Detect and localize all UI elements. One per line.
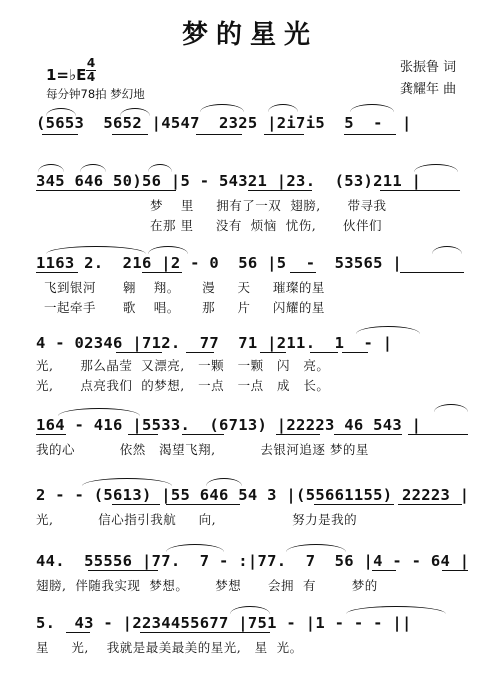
lyric-line-2: 在那 里 没有 烦恼 忧伤, 伙伴们: [150, 218, 383, 233]
time-signature-denominator: 4: [86, 70, 96, 84]
beam-underline: [36, 272, 78, 273]
beam-underline: [442, 570, 468, 571]
key-signature: 1=♭E: [46, 66, 87, 84]
slur: [356, 326, 420, 334]
beam-underline: [398, 504, 462, 505]
slur: [286, 544, 346, 552]
lyric-line-1: 我的心 依然 渴望飞翔, 去银河追逐 梦的星: [36, 442, 369, 457]
beam-underline: [314, 504, 394, 505]
notation-line: 4 - 02346 |712. 77 71 |211. 1 - |: [36, 334, 393, 352]
notation-line: 2 - - (5613) |55 646 54 3 |(55661155) 22223 |: [36, 486, 470, 504]
notation-line: 44. 55556 |77. 7 - :|77. 7 56 |4 - - 64 |: [36, 552, 470, 570]
song-title: 梦的星光: [181, 20, 318, 50]
lyric-line-1: 飞到银河 翱 翔。 漫 天 璀璨的星: [44, 280, 325, 295]
slur: [206, 478, 242, 486]
lyricist-credit: 张振鲁 词: [400, 60, 457, 75]
beam-underline: [142, 272, 182, 273]
beam-underline: [182, 434, 224, 435]
slur: [80, 164, 106, 172]
beam-underline: [290, 272, 316, 273]
notation-line: (5653 5652 |4547 2325 |2i7i5 5 - |: [36, 114, 412, 132]
tempo-marking: 每分钟78拍 梦幻地: [46, 87, 145, 101]
slur: [350, 104, 394, 112]
slur: [46, 246, 146, 254]
beam-underline: [66, 632, 90, 633]
beam-underline: [166, 504, 240, 505]
beam-underline: [380, 190, 460, 191]
beam-underline: [400, 272, 464, 273]
beam-underline: [42, 134, 78, 135]
beam-underline: [112, 134, 148, 135]
notation-line: 164 - 416 |5533. (6713) |22223 46 543 |: [36, 416, 422, 434]
slur: [166, 544, 224, 552]
beam-underline: [112, 504, 160, 505]
beam-underline: [128, 434, 158, 435]
beam-underline: [140, 632, 270, 633]
slur: [58, 408, 140, 416]
beam-underline: [116, 352, 162, 353]
beam-underline: [88, 570, 158, 571]
slur: [230, 606, 270, 614]
beam-underline: [408, 434, 468, 435]
lyric-line-1: 翅膀, 伴随我实现 梦想。 梦想 会拥 有 梦的: [36, 578, 378, 593]
beam-underline: [248, 190, 312, 191]
slur: [200, 104, 244, 112]
slur: [432, 246, 462, 254]
beam-underline: [36, 434, 66, 435]
beam-underline: [342, 352, 368, 353]
beam-underline: [334, 434, 402, 435]
beam-underline: [186, 352, 214, 353]
slur: [148, 164, 172, 172]
beam-underline: [372, 570, 396, 571]
lyric-line-1: 梦 里 拥有了一双 翅膀, 带寻我: [150, 198, 387, 213]
beam-underline: [264, 134, 304, 135]
slur: [148, 246, 188, 254]
beam-underline: [196, 134, 242, 135]
notation-line: 345 646 50)56 |5 - 54321 |23. (53)211 |: [36, 172, 422, 190]
lyric-line-2: 一起牵手 歌 唱。 那 片 闪耀的星: [44, 300, 325, 315]
beam-underline: [344, 134, 396, 135]
composer-credit: 龚耀年 曲: [400, 82, 457, 97]
lyric-line-1: 星 光, 我就是最美最美的星光, 星 光。: [36, 640, 303, 655]
beam-underline: [260, 352, 286, 353]
slur: [38, 164, 64, 172]
slur: [346, 606, 446, 614]
notation-line: 1163 2. 216 |2 - 0 56 |5 - 53565 |: [36, 254, 403, 272]
lyric-line-1: 光, 那么晶莹 又漂亮, 一颗 一颗 闪 亮。: [36, 358, 330, 373]
beam-underline: [276, 434, 320, 435]
lyric-line-2: 光, 点亮我们 的梦想, 一点 一点 成 长。: [36, 378, 330, 393]
beam-underline: [36, 190, 176, 191]
slur: [268, 104, 298, 112]
time-signature-numerator: 4: [86, 56, 96, 70]
notation-line: 5. 43 - |2234455677 |751 - |1 - - - ||: [36, 614, 412, 632]
beam-underline: [310, 352, 338, 353]
slur: [414, 164, 458, 172]
slur: [82, 478, 172, 486]
lyric-line-1: 光, 信心指引我航 向, 努力是我的: [36, 512, 358, 527]
slur: [434, 404, 468, 412]
